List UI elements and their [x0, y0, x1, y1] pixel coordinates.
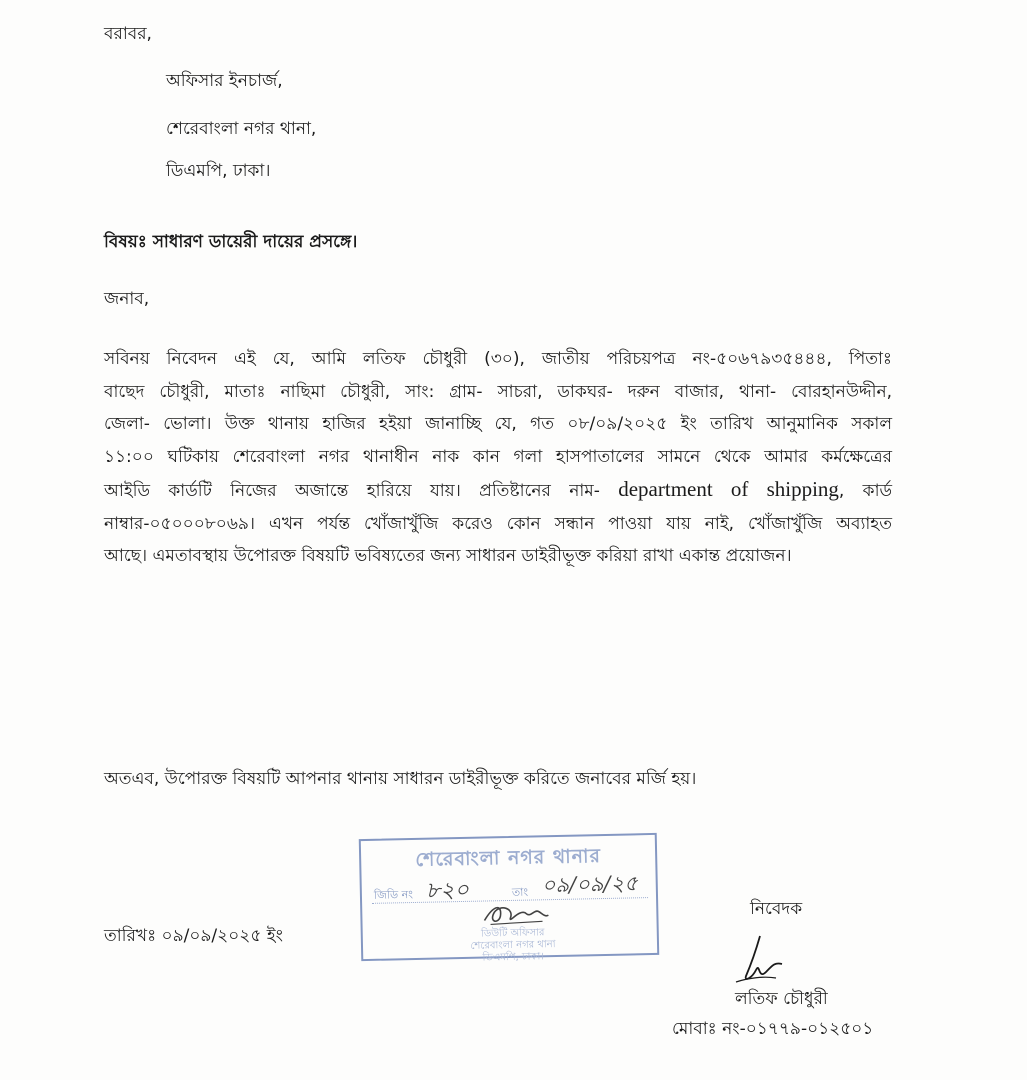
sender-signature-icon: [730, 932, 790, 992]
body-line: সবিনয় নিবেদন এই যে, আমি লতিফ চৌধুরী (৩০), জাতীয় পরিচয়পত্র নং-৫০৬৭৯৩৫৪৪৪, পিতাঃ: [104, 349, 892, 369]
stamp-date-value: ০৯/০৯/২৫: [541, 871, 638, 898]
salutation-to: বরাবর,: [104, 24, 152, 44]
body-line: জেলা- ভোলা। উক্ত থানায় হাজির হইয়া জানাচ্ছি যে, গত ০৮/০৯/২০২৫ ইং তারিখ আনুমানিক সকাল: [104, 414, 892, 434]
body-line-org-after: , কার্ড: [838, 481, 893, 501]
stamp-title: শেরেবাংলা নগর থানার: [415, 845, 602, 871]
address-line-station: শেরেবাংলা নগর থানা,: [166, 119, 317, 139]
body-line-org-before: আইডি কার্ডটি নিজের অজান্তে হারিয়ে যায়। প্রতিষ্টানের নাম-: [104, 481, 619, 501]
greeting: জনাব,: [104, 289, 150, 309]
body-paragraph: [104, 343, 892, 573]
stamp-footer-line: ডিউটি অফিসার: [480, 927, 545, 940]
closing-line: অতএব, উপোরক্ত বিষয়টি আপনার থানায় সাধারন ডাইরীভূক্ত করিতে জনাবের মর্জি হয়।: [104, 769, 697, 789]
stamp-gd-label: জিডি নং: [373, 888, 414, 902]
police-station-stamp: [359, 833, 659, 964]
sender-name: লতিফ চৌধুরী: [735, 989, 828, 1009]
stamp-date-label: তাং: [511, 885, 529, 899]
body-line: ১১:০০ ঘটিকায় শেরেবাংলা নগর থানাধীন নাক কান গলা হাসপাতালের সামনে থেকে আমার কর্মক্ষেত্রের: [104, 446, 892, 467]
address-line-officer: অফিসার ইনচার্জ,: [166, 71, 283, 91]
stamp-footer-line: ডিএমপি, ঢাকা।: [482, 951, 545, 964]
date-line: তারিখঃ ০৯/০৯/২০২৫ ইং: [104, 926, 283, 946]
officer-signature-icon: [480, 897, 551, 928]
body-line: নাম্বার-০৫০০০৮০৬৯। এখন পর্যন্ত খোঁজাখুঁজি করেও কোন সন্ধান পাওয়া যায় নাই, খোঁজাখুঁজি অব্যাহত: [104, 513, 892, 534]
body-line-org: [104, 473, 892, 508]
sender-mobile: মোবাঃ নং-০১৭৭৯-০১২৫০১: [672, 1019, 874, 1039]
stamp-footer-line: শেরেবাংলা নগর থানা: [470, 939, 556, 952]
stamp-gd-number: ৮২০: [425, 877, 470, 904]
body-line: আছে। এমতাবস্থায় উপোরক্ত বিষয়টি ভবিষ্যতের জন্য সাধারন ডাইরীভূক্ত করিয়া রাখা একান্ত প্রয়োজন।: [104, 546, 792, 566]
organization-name: department of shipping: [618, 477, 839, 501]
sender-label: নিবেদক: [750, 899, 803, 919]
subject-line: বিষয়ঃ সাধারণ ডায়েরী দায়ের প্রসঙ্গে।: [104, 232, 358, 252]
address-line-city: ডিএমপি, ঢাকা।: [166, 161, 271, 181]
body-line: বাছেদ চৌধুরী, মাতাঃ নাছিমা চৌধুরী, সাং: গ্রাম- সাচরা, ডাকঘর- দরুন বাজার, থানা- বোরহানউদ্দীন,: [104, 381, 892, 402]
